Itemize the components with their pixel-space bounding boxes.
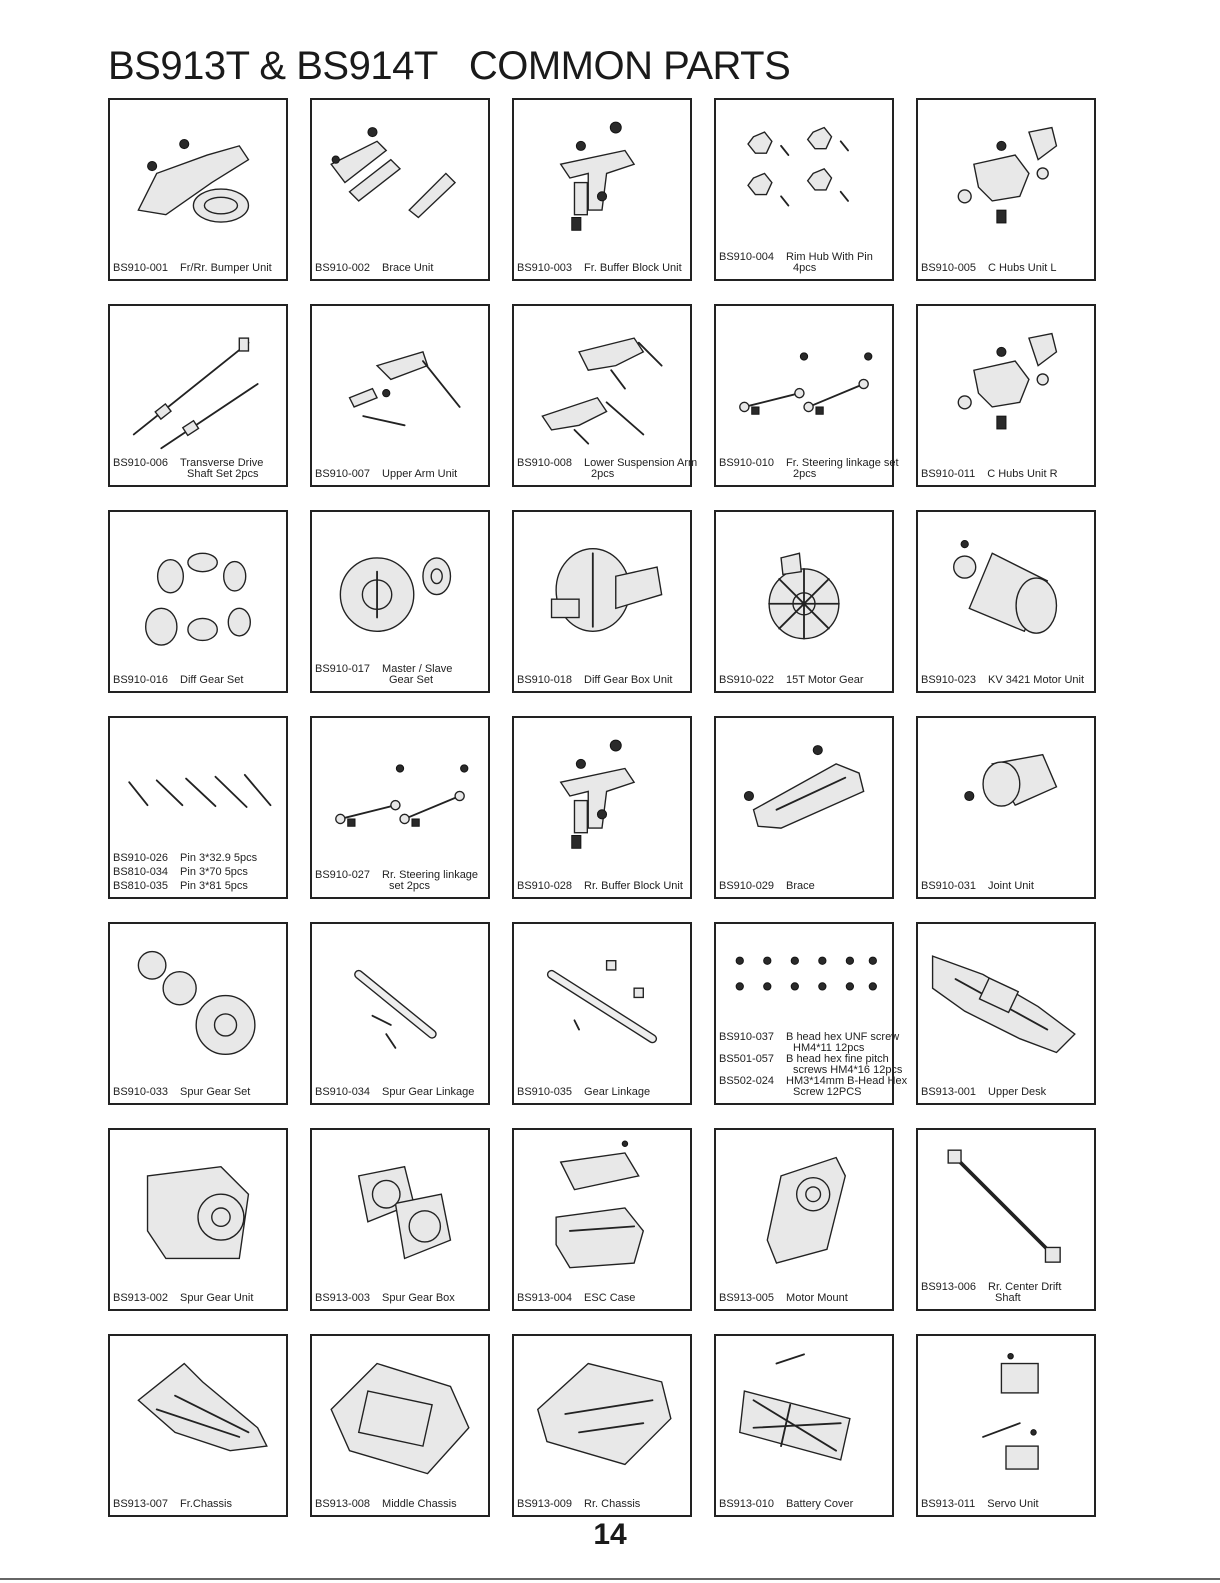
servo-icon — [928, 1344, 1084, 1484]
part-card — [310, 510, 490, 693]
part-card — [512, 922, 692, 1105]
caption-line — [921, 469, 1091, 480]
part-caption — [315, 664, 485, 686]
part-code: BS910-037 — [719, 1031, 775, 1043]
part-code: BS910-026 — [113, 852, 169, 864]
joint-icon — [928, 726, 1084, 866]
axle2-icon — [524, 932, 680, 1072]
part-name: Rr. Center Drift — [988, 1281, 1062, 1293]
part-code: BS910-034 — [315, 1086, 371, 1098]
part-caption — [517, 881, 687, 892]
part-name: Diff Gear Set — [180, 674, 244, 686]
part-name: Master / Slave — [382, 663, 453, 675]
caption-line — [719, 1499, 889, 1510]
part-code: BS913-003 — [315, 1292, 371, 1304]
part-card — [108, 1128, 288, 1311]
hubs-icon — [726, 108, 882, 248]
part-code: BS810-034 — [113, 866, 169, 878]
part-name: B head hex fine pitch — [786, 1053, 889, 1065]
part-caption — [113, 1293, 283, 1304]
part-code: BS910-018 — [517, 674, 573, 686]
bumper-icon — [120, 108, 276, 248]
part-code: BS913-001 — [921, 1086, 977, 1098]
caption-line — [719, 1293, 889, 1304]
brace-icon — [322, 108, 478, 248]
part-caption — [113, 853, 283, 892]
centershaft-icon — [928, 1138, 1084, 1278]
part-name: Diff Gear Box Unit — [584, 674, 673, 686]
shafts-icon — [120, 314, 276, 454]
part-code: BS910-004 — [719, 251, 775, 263]
part-caption — [921, 675, 1091, 686]
part-caption — [719, 1499, 889, 1510]
part-card — [310, 1334, 490, 1517]
part-card — [916, 98, 1096, 281]
part-subtext: 2pcs — [591, 468, 615, 480]
part-card — [108, 1334, 288, 1517]
part-caption — [315, 263, 485, 274]
part-code: BS910-002 — [315, 262, 371, 274]
part-caption — [315, 1087, 485, 1098]
buffer-icon — [524, 726, 680, 866]
caption-line — [315, 469, 485, 480]
spurset-icon — [120, 932, 276, 1072]
caption-line — [113, 867, 283, 878]
caption-line — [113, 263, 283, 274]
part-card — [108, 716, 288, 899]
part-name: Rr. Steering linkage — [382, 869, 479, 881]
linkage-icon — [726, 314, 882, 454]
diffbox-icon — [524, 520, 680, 660]
part-code: BS910-022 — [719, 674, 775, 686]
buffer-icon — [524, 108, 680, 248]
caption-line — [113, 675, 283, 686]
part-code: BS910-001 — [113, 262, 169, 274]
brace2-icon — [726, 726, 882, 866]
diffgears-icon — [120, 520, 276, 660]
part-caption — [921, 1499, 1091, 1510]
part-code: BS910-033 — [113, 1086, 169, 1098]
part-name: KV 3421 Motor Unit — [988, 674, 1085, 686]
part-card — [916, 922, 1096, 1105]
part-name: Brace — [786, 880, 815, 892]
caption-line — [921, 1087, 1091, 1098]
part-code: BS910-023 — [921, 674, 977, 686]
part-caption — [517, 457, 698, 480]
axle-icon — [322, 932, 478, 1072]
part-card — [310, 98, 490, 281]
lowerarm-icon — [524, 314, 680, 454]
part-card — [714, 98, 894, 281]
caption-line — [517, 1499, 687, 1510]
arm-icon — [322, 314, 478, 454]
part-card — [916, 1334, 1096, 1517]
part-caption — [113, 1499, 283, 1510]
caption-line — [113, 881, 283, 892]
part-card — [714, 922, 908, 1105]
part-name: Upper Arm Unit — [382, 468, 458, 480]
part-name: Middle Chassis — [382, 1498, 457, 1510]
caption-line — [517, 675, 687, 686]
part-card — [714, 304, 899, 487]
part-caption — [315, 469, 485, 480]
part-caption — [113, 263, 283, 274]
caption-line — [113, 1499, 283, 1510]
part-name: ESC Case — [584, 1292, 636, 1304]
part-card — [916, 1128, 1096, 1311]
part-subtext: screws HM4*16 12pcs — [793, 1064, 903, 1076]
part-code: BS913-011 — [921, 1498, 976, 1510]
part-caption — [113, 1087, 283, 1098]
part-code: BS810-035 — [113, 880, 169, 892]
caption-line — [921, 1499, 1091, 1510]
part-card — [714, 1128, 894, 1311]
caption-line — [719, 675, 889, 686]
part-code: BS910-017 — [315, 663, 371, 675]
part-code: BS913-008 — [315, 1498, 371, 1510]
part-code: BS910-007 — [315, 468, 371, 480]
caption-line — [315, 1087, 485, 1098]
page-number: 14 — [593, 1518, 627, 1551]
part-card — [108, 922, 288, 1105]
part-name: Spur Gear Unit — [180, 1292, 254, 1304]
part-name: Spur Gear Linkage — [382, 1086, 475, 1098]
parts-grid — [108, 98, 1096, 1517]
part-subtext: 4pcs — [793, 262, 817, 274]
caption-line — [315, 263, 485, 274]
bottom-rule — [0, 1578, 1220, 1580]
chub-icon — [928, 314, 1084, 454]
part-card — [714, 716, 894, 899]
part-name: Spur Gear Set — [180, 1086, 251, 1098]
part-card — [512, 1128, 692, 1311]
part-caption — [315, 1293, 485, 1304]
pins-icon — [120, 726, 276, 866]
part-name: Pin 3*32.9 5pcs — [180, 852, 258, 864]
part-code: BS913-007 — [113, 1498, 169, 1510]
part-name: 15T Motor Gear — [786, 674, 864, 686]
part-code: BS913-002 — [113, 1292, 169, 1304]
midchassis-icon — [322, 1344, 478, 1484]
part-caption — [315, 1499, 485, 1510]
part-code: BS910-008 — [517, 457, 573, 469]
part-subtext: Screw 12PCS — [793, 1086, 862, 1098]
part-code: BS913-009 — [517, 1498, 573, 1510]
part-card — [108, 98, 288, 281]
part-caption — [719, 1031, 908, 1098]
part-code: BS910-028 — [517, 880, 573, 892]
part-card — [310, 716, 490, 899]
part-code: BS910-027 — [315, 869, 371, 881]
part-caption — [719, 252, 889, 274]
part-caption — [921, 263, 1091, 274]
part-subtext: Gear Set — [389, 674, 434, 686]
part-caption — [113, 675, 283, 686]
chub-icon — [928, 108, 1084, 248]
part-card — [512, 304, 698, 487]
gearbox-icon — [322, 1138, 478, 1278]
part-name: Pin 3*70 5pcs — [180, 866, 248, 878]
part-name: Fr.Chassis — [180, 1498, 233, 1510]
part-name: C Hubs Unit L — [988, 262, 1057, 274]
part-code: BS910-005 — [921, 262, 977, 274]
part-caption — [517, 1499, 687, 1510]
caption-line — [113, 1087, 283, 1098]
esc-icon — [524, 1138, 680, 1278]
part-card — [310, 922, 490, 1105]
frchassis-icon — [120, 1344, 276, 1484]
part-caption — [315, 870, 485, 892]
linkage-icon — [322, 726, 478, 866]
part-name: Brace Unit — [382, 262, 434, 274]
part-card — [916, 716, 1096, 899]
part-code: BS913-004 — [517, 1292, 573, 1304]
part-name: Battery Cover — [786, 1498, 854, 1510]
page-title: BS913T & BS914T COMMON PARTS — [108, 44, 791, 88]
part-name: B head hex UNF screw — [786, 1031, 900, 1043]
part-code: BS910-035 — [517, 1086, 573, 1098]
part-caption — [921, 469, 1091, 480]
part-code: BS913-006 — [921, 1281, 977, 1293]
part-card — [916, 304, 1096, 487]
part-caption — [921, 1087, 1091, 1098]
caption-line — [517, 1087, 687, 1098]
caption-line — [719, 881, 889, 892]
part-card — [108, 510, 288, 693]
part-caption — [921, 1282, 1091, 1304]
caption-line — [921, 675, 1091, 686]
battery-icon — [726, 1344, 882, 1484]
caption-line — [113, 1293, 283, 1304]
caption-line — [517, 263, 687, 274]
part-name: Pin 3*81 5pcs — [180, 880, 248, 892]
part-card — [714, 510, 894, 693]
part-name: Gear Linkage — [584, 1086, 651, 1098]
part-subtext: HM4*11 12pcs — [793, 1042, 865, 1054]
caption-line — [921, 881, 1091, 892]
part-name: C Hubs Unit R — [987, 468, 1058, 480]
part-name: Spur Gear Box — [382, 1292, 455, 1304]
part-name: Fr/Rr. Bumper Unit — [180, 262, 272, 274]
motor-icon — [928, 520, 1084, 660]
part-caption — [517, 1087, 687, 1098]
part-caption — [719, 675, 889, 686]
part-name: Upper Desk — [988, 1086, 1047, 1098]
part-code: BS910-003 — [517, 262, 573, 274]
part-caption — [719, 881, 889, 892]
caption-line — [315, 1499, 485, 1510]
part-name: Joint Unit — [988, 880, 1034, 892]
motorgear-icon — [726, 520, 882, 660]
part-caption — [517, 1293, 687, 1304]
part-code: BS913-005 — [719, 1292, 775, 1304]
caption-line — [517, 1293, 687, 1304]
part-name: Rr. Chassis — [584, 1498, 641, 1510]
part-card — [310, 1128, 490, 1311]
caption-line — [517, 881, 687, 892]
part-subtext: set 2pcs — [389, 880, 430, 892]
part-name: Fr. Steering linkage set — [786, 457, 899, 469]
part-name: Fr. Buffer Block Unit — [584, 262, 682, 274]
desk-icon — [928, 932, 1084, 1072]
part-code: BS501-057 — [719, 1053, 775, 1065]
master-icon — [322, 520, 478, 660]
part-code: BS910-010 — [719, 457, 775, 469]
part-name: Motor Mount — [786, 1292, 848, 1304]
part-name: Servo Unit — [987, 1498, 1039, 1510]
part-caption — [113, 458, 283, 480]
part-card — [714, 1334, 894, 1517]
part-card — [512, 716, 692, 899]
part-name: Lower Suspension Arm — [584, 457, 698, 469]
part-card — [310, 304, 490, 487]
part-subtext: Shaft — [995, 1292, 1021, 1304]
part-card — [916, 510, 1096, 693]
part-subtext: Shaft Set 2pcs — [187, 468, 259, 480]
gearunit-icon — [120, 1138, 276, 1278]
part-card — [512, 510, 692, 693]
part-name: HM3*14mm B-Head Hex — [786, 1075, 908, 1087]
part-caption — [921, 881, 1091, 892]
part-code: BS910-029 — [719, 880, 775, 892]
part-code: BS913-010 — [719, 1498, 775, 1510]
part-caption — [719, 457, 899, 480]
part-card — [512, 1334, 692, 1517]
part-caption — [517, 675, 687, 686]
caption-line — [921, 263, 1091, 274]
part-code: BS502-024 — [719, 1075, 775, 1087]
part-card — [512, 98, 692, 281]
part-name: Transverse Drive — [180, 457, 264, 469]
part-code: BS910-006 — [113, 457, 169, 469]
rrchassis-icon — [524, 1344, 680, 1484]
caption-line — [315, 1293, 485, 1304]
part-code: BS910-016 — [113, 674, 169, 686]
part-name: Rr. Buffer Block Unit — [584, 880, 683, 892]
part-card — [108, 304, 288, 487]
part-code: BS910-011 — [921, 468, 976, 480]
mount-icon — [726, 1138, 882, 1278]
part-code: BS910-031 — [921, 880, 977, 892]
part-subtext: 2pcs — [793, 468, 817, 480]
part-caption — [517, 263, 687, 274]
part-name: Rim Hub With Pin — [786, 251, 873, 263]
part-caption — [719, 1293, 889, 1304]
caption-line — [113, 853, 283, 864]
